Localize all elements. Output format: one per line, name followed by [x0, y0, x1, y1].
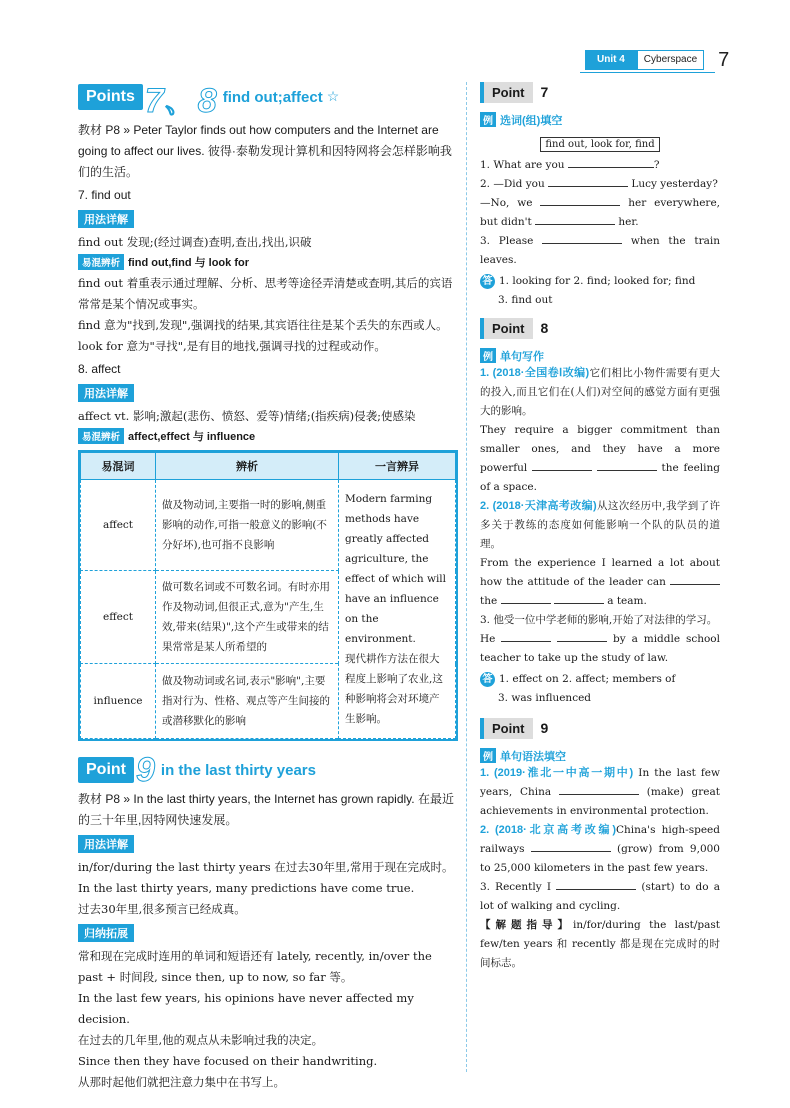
r7-a1: 1. looking for 2. find; looked for; find [499, 275, 696, 287]
r8-q1-src: 1. (2018·全国卷Ⅰ改编) [480, 367, 590, 379]
r8-q3: 3. 他受一位中学老师的影响,开始了对法律的学习。 [480, 614, 718, 626]
p9-line-1: in/for/during the last thirty years 在过去30年里,常用于现在完成时。 [78, 860, 454, 874]
left-column [78, 78, 458, 1093]
compare-1-line-1: find out 着重表示通过理解、分析、思考等途径弄清楚或查明,其后的宾语常常是某个情况或事实。 [78, 276, 453, 311]
blank[interactable] [540, 205, 620, 206]
usage-tag-3: 用法详解 [78, 835, 134, 853]
blank[interactable] [670, 584, 720, 585]
r8-a1: 1. effect on 2. affect; members of [499, 673, 676, 685]
unit-label: Unit 4 [585, 50, 637, 70]
r8-q2-en-mid: the [480, 595, 498, 607]
star-icon: ☆ [326, 89, 340, 105]
r7-q2c: —No, we [480, 197, 533, 209]
example-en: Modern farming methods have greatly affected agriculture, the effect of which will have an influence on the environment. [345, 493, 447, 645]
r8-q2 [480, 497, 720, 554]
r9-task: 单句语法填空 [500, 751, 566, 763]
table-header-cell: 辨析 [156, 453, 339, 480]
table-header [81, 453, 456, 480]
p9-line-8: 从那时起他们就把注意力集中在书写上。 [78, 1075, 285, 1089]
p9-line-2: In the last thirty years, many predictions have come true. [78, 881, 415, 895]
point-9-badge: Point [78, 757, 134, 783]
point-9-heading: in the last thirty years [160, 761, 316, 779]
table-word: effect [81, 571, 156, 664]
section-8-heading: 8. affect [78, 362, 121, 376]
word-box: find out, look for, find [540, 137, 659, 152]
r8-q1-en [480, 421, 720, 497]
r8-q2-en [480, 554, 720, 611]
r7-q3b: when the train leaves. [480, 235, 721, 266]
compare-1 [78, 253, 458, 273]
r9-q2-src: 2. (2018·北京高考改编) [480, 824, 616, 836]
r8-q1 [480, 364, 720, 421]
answer-icon: 答 [480, 672, 495, 687]
table-word: influence [81, 664, 156, 739]
example-icon: 例 [480, 112, 496, 127]
r8-q3-en-text: He [480, 633, 496, 645]
p9-line-4: 常和现在完成时连用的单词和短语还有 lately, recently, in/over the past + 时间段, since then, up to now, so far 等。 [78, 949, 432, 984]
blank[interactable] [535, 224, 615, 225]
p9-line-6: 在过去的几年里,他的观点从未影响过我的决定。 [78, 1033, 324, 1047]
r8-q3-en-end: by a middle school teacher to take up the study of law. [480, 633, 720, 664]
r9-q2-end: (grow) from 9,000 to 25,000 kilometers in the past few years. [480, 843, 720, 874]
table-word: affect [81, 480, 156, 571]
compare-1-line-2: find 意为"找到,发现",强调找的结果,其宾语往往是某个丢失的东西或人。 [78, 318, 448, 332]
r7-q1 [480, 156, 720, 175]
point-9-number: 9 [136, 750, 155, 789]
r7-q3 [480, 232, 720, 270]
r9-guide-label: 【解题指导】 [480, 919, 573, 931]
blank[interactable] [531, 851, 611, 852]
r9-q1-text: In the last few years, China [480, 767, 720, 798]
blank[interactable] [542, 243, 622, 244]
r7-answer [480, 272, 720, 291]
r7-q2d: her everywhere, but didn't [480, 197, 721, 228]
r7-q2e: her. [618, 216, 639, 228]
section-7-heading: 7. find out [78, 188, 131, 202]
r8-q2-src: 2. (2018·天津高考改编) [480, 500, 597, 512]
r7-badge: Point [480, 82, 533, 103]
r7-task: 选词(组)填空 [500, 115, 563, 127]
r9-q2-text: China's high-speed railways [480, 824, 720, 855]
affect-definition: affect vt. 影响;激起(悲伤、愤怒、爱等)情绪;(指疾病)侵袭;使感染 [78, 409, 416, 423]
blank[interactable] [532, 470, 592, 471]
table-desc: 做及物动词,主要指一时的影响,侧重影响的动作,可指一般意义的影响(不分好坏),也可指不良影响 [156, 480, 339, 571]
p9-line-3: 过去30年里,很多预言已经成真。 [78, 902, 246, 916]
textbook-quote-2: 教材 P8 » In the last thirty years, the Internet has grown rapidly. 在最近的三十年里,因特网快速发展。 [78, 792, 454, 827]
r9-q3-text: 3. Recently I [480, 881, 551, 893]
points-number: 7、8 [144, 81, 217, 120]
compare-tag: 易混辨析 [78, 254, 124, 270]
compare-1-line-3: look for 意为"寻找",是有目的地找,强调寻找的过程或动作。 [78, 339, 386, 353]
findout-definition: find out 发现;(经过调查)查明,查出,找出,识破 [78, 235, 312, 249]
blank[interactable] [501, 603, 551, 604]
r8-q1-cn: 它们相比小物件需要有更大的投入,而且它们在(人们)对空间的感觉方面有更强大的影响。 [480, 367, 721, 417]
blank[interactable] [556, 889, 636, 890]
compare-2-title: affect,effect 与 influence [128, 431, 256, 443]
r8-answer [480, 670, 720, 689]
r9-q3-end: (start) to do a lot of walking and cycling. [480, 881, 720, 912]
r9-q1-src: 1. (2019·淮北一中高一期中) [480, 767, 634, 779]
r7-q2a: 2. —Did you [480, 178, 545, 190]
textbook-quote-1: 教材 P8 » Peter Taylor finds out how computers and the Internet are going to affect our lives. 彼得·泰勒发现计算机和因特网将会怎样影响我们的生活。 [78, 123, 452, 179]
example-icon: 例 [480, 748, 496, 763]
r8-task: 单句写作 [500, 351, 544, 363]
r9-badge: Point [480, 718, 533, 739]
answer-icon: 答 [480, 274, 495, 289]
expand-tag: 归纳拓展 [78, 924, 134, 942]
example-icon: 例 [480, 348, 496, 363]
r7-q2 [480, 175, 720, 194]
r7-number: 7 [540, 84, 549, 100]
r7-q2b: Lucy yesterday? [631, 178, 718, 190]
usage-tag-2: 用法详解 [78, 384, 134, 402]
blank[interactable] [559, 794, 639, 795]
r7-q1-end: ? [653, 159, 660, 171]
r8-q2-en-end: a team. [607, 595, 647, 607]
unit-topic: Cyberspace [637, 50, 704, 70]
r8-q1-en-end: the feeling of a space. [480, 462, 720, 493]
r8-a2: 3. was influenced [498, 692, 592, 704]
table-desc: 做可数名词或不可数名词。有时亦用作及物动词,但很正式,意为"产生,生效,带来(结果)",这个产生或带来的结果常常是某人所希望的 [156, 571, 339, 664]
r9-q2 [480, 821, 720, 878]
table-header-cell: 易混词 [81, 453, 156, 480]
r9-q3 [480, 878, 720, 916]
r8-q2-en-text: From the experience I learned a lot about how the attitude of the leader can [480, 557, 720, 588]
points-badge: Points [78, 84, 143, 110]
page-header [585, 50, 729, 70]
table-header-cell: 一言辨异 [339, 453, 456, 480]
r8-q2-cn: 从这次经历中,我学到了许多关于教练的态度如何能影响一个队的队员的道理。 [480, 500, 720, 550]
r7-q1-text: 1. What are you [480, 159, 565, 171]
blank[interactable] [568, 167, 654, 168]
table-example [339, 480, 456, 739]
comparison-table [78, 450, 458, 741]
table-desc: 做及物动词或名词,表示"影响",主要指对行为、性格、观点等产生间接的或潜移默化的影响 [156, 664, 339, 739]
p9-line-7: Since then they have focused on their handwriting. [78, 1054, 378, 1068]
r9-guide-text: in/for/during the last/past few/ten years 和 recently 都是现在完成时的时间标志。 [480, 919, 720, 969]
blank[interactable] [597, 470, 657, 471]
r9-q1-end: (make) great achievements in environmental protection. [480, 786, 720, 817]
r9-guide [480, 916, 720, 973]
blank[interactable] [501, 641, 551, 642]
table-row [81, 480, 456, 571]
r7-q2-reply [480, 194, 720, 232]
example-cn: 现代耕作方法在很大程度上影响了农业,这种影响将会对环境产生影响。 [345, 653, 443, 725]
blank[interactable] [557, 641, 607, 642]
r8-q1-en-text: They require a bigger commitment than smaller ones, and they have a more powerful [480, 424, 720, 474]
points-heading: find out;affect [222, 88, 323, 106]
r7-q3a: 3. Please [480, 235, 534, 247]
r9-q1 [480, 764, 720, 821]
blank[interactable] [554, 603, 604, 604]
r8-number: 8 [540, 320, 549, 336]
r8-q3-en [480, 630, 720, 668]
column-divider [466, 82, 467, 1072]
compare-1-title: find out,find 与 look for [128, 257, 249, 269]
r7-a2: 3. find out [498, 294, 553, 306]
page-number: 7 [718, 48, 730, 71]
r8-badge: Point [480, 318, 533, 339]
blank[interactable] [548, 186, 628, 187]
p9-line-5: In the last few years, his opinions have never affected my decision. [78, 991, 414, 1026]
r9-number: 9 [540, 720, 549, 736]
header-rule [580, 72, 715, 73]
compare-tag-2: 易混辨析 [78, 428, 124, 444]
right-column [480, 78, 720, 973]
point-9-title [78, 751, 458, 789]
compare-2 [78, 427, 458, 447]
usage-tag: 用法详解 [78, 210, 134, 228]
points-7-8-title [78, 78, 458, 120]
